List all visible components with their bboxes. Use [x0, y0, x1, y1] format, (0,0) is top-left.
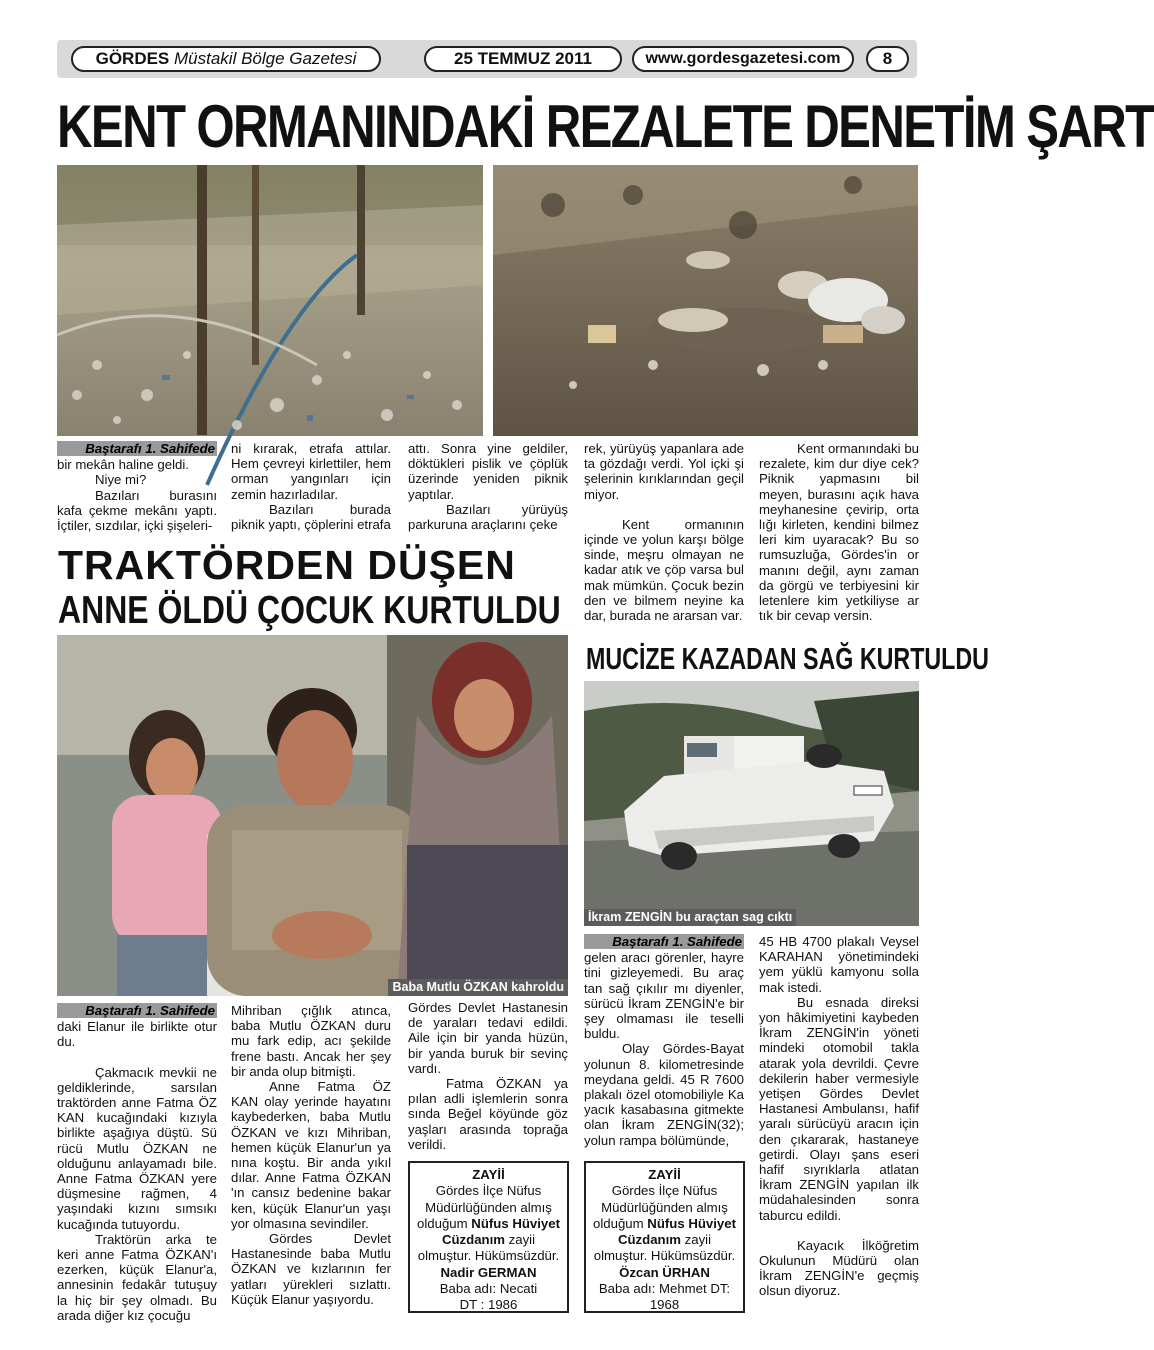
website-link[interactable]: www.gordesgazetesi.com — [645, 50, 841, 67]
notice-doc-name: Nüfus Hüviyet — [471, 1215, 560, 1231]
article2-title-line1: TRAKTÖRDEN DÜŞEN — [58, 542, 516, 588]
date-pill — [424, 46, 622, 72]
paragraph: rek, yürüyüş yapanlara ade ta gözdağı verdi. Yol içki şi şelerinin kırıklarından geçil miyor. — [584, 441, 744, 502]
notice-line: Müdürlüğünden almış — [601, 1199, 728, 1215]
paragraph: ni kırarak, etrafa attılar. Hem çevreyi kirlettiler, hem orman yangınları için zemin hazırladılar. — [231, 441, 391, 502]
page-number: 8 — [882, 49, 893, 68]
paper-name: GÖRDES — [95, 49, 170, 68]
article3-col2 — [759, 934, 919, 1299]
car-photo-caption: İkram ZENGİN bu araçtan sag cıktı — [584, 909, 796, 926]
notice-line: olmuştur. Hükümsüzdür. — [593, 1248, 736, 1264]
notice-line: DT : 1986 — [459, 1297, 518, 1313]
article2-col1 — [57, 1003, 217, 1323]
url-pill[interactable] — [632, 46, 854, 72]
lost-id-notice-2 — [584, 1161, 745, 1313]
paragraph: Kent ormanındaki bu rezalete, kim dur diye cek? Piknik yapmasını bil meyen, burasını açık hava meyhanesine çevirip, orta lığı kirleten, kendini bilmez leri kim uyaracak? Bu so rumsuzluğa, Gördes'in or manını değil, aynı zaman da görgü ve terbiyesini kir letenlere kim yetkiliyse ar tık bir cevap versin. — [759, 441, 919, 624]
paragraph: Olay Gördes-Bayat yolunun 8. kilometresinde meydana geldi. 45 R 7600 plakalı özel otomobiliyle Ka yacık kasabasına gitmekte olan İkram ZENGİN(32); yolun rampa bölümünde, — [584, 1041, 744, 1148]
paragraph: Traktörün arka te keri anne Fatma ÖZKAN'ı ezerken, küçük Elanur'a, annesinin fedakâr tutuşuy la hiç bir şey olmadı. Bu arada diğer kız çocuğu — [57, 1231, 217, 1323]
paragraph: 45 HB 4700 plakalı Veysel KARAHAN yönetimindeki yem yüklü kamyonu solla mak istedi. — [759, 934, 919, 995]
notice-line: Gördes İlçe Nüfus — [435, 1183, 542, 1199]
notice-line: zayii — [680, 1232, 712, 1248]
article1-col3 — [408, 441, 568, 532]
notice-line: Baba adı: Mehmet DT: — [598, 1281, 731, 1297]
paper-name-pill — [71, 46, 381, 72]
paragraph: bir mekân haline geldi. — [57, 457, 189, 473]
paragraph: Bazıları burasını kafa çekme mekânı yaptı. İçtiler, sızdılar, içki şişeleri- — [57, 487, 217, 534]
notice-doc-name: Cüzdanım — [441, 1232, 505, 1248]
notice-line: olmuştur. Hükümsüzdür. — [417, 1248, 560, 1264]
main-headline: KENT ORMANINDAKİ REZALETE DENETİM ŞART — [57, 93, 1154, 160]
notice-title: ZAYİİ — [648, 1167, 681, 1182]
notice-line: zayii — [504, 1232, 536, 1248]
article3-title: MUCİZE KAZADAN SAĞ KURTULDU — [586, 641, 989, 676]
paragraph: Niye mi? — [95, 472, 147, 488]
article2-kicker: Baştarafı 1. Sahifede — [57, 1003, 217, 1018]
notice-person-name: Nadir GERMAN — [440, 1264, 537, 1280]
paragraph: daki Elanur ile birlikte otur du. — [57, 1019, 217, 1050]
notice-doc-name: Cüzdanım — [617, 1232, 681, 1248]
notice-person-name: Özcan ÜRHAN — [619, 1264, 710, 1280]
article2-col2 — [231, 1003, 391, 1307]
paragraph: Anne Fatma ÖZ KAN olay yerinde hayatını kaybederken, baba Mutlu ÖZKAN ve kızı Mihriban, hemen küçük Elanur'un ya nına koştu. Bir anda yıkıl dılar. Anne Fatma ÖZKAN 'ın cansız bedenine bakar ken, küçük Elanur'un yaşı yor olmasına sevindiler. — [231, 1079, 391, 1231]
article1-kicker: Baştarafı 1. Sahifede — [57, 441, 217, 456]
notice-doc-name: Nüfus Hüviyet — [647, 1215, 736, 1231]
paragraph: Gördes Devlet Hastanesin de yaraları tedavi edildi. Aile için bir yanda hüzün, bir yanda buruk bir sevinç vardı. — [408, 1000, 568, 1076]
article1-col2 — [231, 441, 391, 532]
paragraph: Bu esnada direksi yon hâkimiyetini kaybeden İkram ZENGİN'in yöneti mindeki otomobil takla atarak yola devrildi. Çevre dekilerin haber vermesiyle yetişen Gördes Devlet Hastanesi Ambulansı, hafif yaralı sürücüyü aracın için den çıkararak, hastaneye getirdi. Olayı şans eseri hafif sıyrıklarla atlatan İkram ZENGİN yapılan ilk müdahalesinden sonra taburcu edildi. — [759, 994, 919, 1223]
notice-line: olduğum — [593, 1215, 648, 1231]
notice-line: Baba adı: Necati — [439, 1281, 538, 1297]
paragraph: Çakmacık mevkii ne geldiklerinde, sarsılan traktörden anne Fatma ÖZ KAN kucağındaki kızıyla birlikte aşağıya düştü. Sü rücü Mutlu ÖZKAN ne olduğunu anlayamadı bile. Anne Fatma ÖZKAN yere düşmesine rağmen, 4 yaşındaki kızını sımsıkı kucağında tutuyordu. — [57, 1064, 217, 1232]
notice-line: Müdürlüğünden almış — [425, 1199, 552, 1215]
article1-col5 — [759, 441, 919, 623]
forest-litter-photo-right — [493, 165, 918, 436]
paper-subtitle: Müstakil Bölge Gazetesi — [174, 49, 357, 68]
notice-line: olduğum — [417, 1215, 472, 1231]
paragraph: gelen aracı görenler, hayre tini gizleyemedi. Bu araç tan sağ çıkılır mı diyenler, sürücü İkram ZENGİN'e bir şey olmaması ile teselli buldu. — [584, 950, 744, 1042]
article2-col3 — [408, 1000, 568, 1152]
family-photo-caption: Baba Mutlu ÖZKAN kahroldu — [388, 979, 568, 996]
overturned-car-photo — [584, 681, 919, 926]
paragraph: Bazıları yürüyüş parkuruna araçlarını çeke — [408, 501, 568, 533]
paragraph: Fatma ÖZKAN ya pılan adli işlemlerin sonra sında Beğel köyünde göz yaşları arasında toprağa verildi. — [408, 1076, 568, 1152]
paragraph: Bazıları burada piknik yaptı, çöplerini etrafa — [231, 501, 391, 533]
issue-date: 25 TEMMUZ 2011 — [454, 49, 592, 68]
paragraph: Kent ormanının içinde ve yolun karşı bölge sinde, meşru olmayan ne kadar atık ve çöp varsa bul mak mümkün. Çocuk bezin den ve bilmem neyine ka dar, burada ne ararsan var. — [584, 516, 744, 624]
notice-title: ZAYİİ — [472, 1167, 505, 1182]
paragraph: attı. Sonra yine geldiler, döktükleri pislik ve çöplük üzerinde yeniden piknik yaptılar. — [408, 441, 568, 502]
article3-kicker: Baştarafı 1. Sahifede — [584, 934, 744, 949]
page-number-pill — [866, 46, 909, 72]
article1-col4 — [584, 441, 744, 623]
notice-line: 1968 — [649, 1297, 680, 1313]
article1-col1 — [57, 441, 217, 533]
paragraph: Mihriban çığlık atınca, baba Mutlu ÖZKAN duru mu fark edip, acı şekilde frene bastı. Ancak her şey bir anda olup bitmişti. — [231, 1003, 391, 1079]
paragraph: Kayacık İlköğretim Okulunun Müdürü olan İkram ZENGİN'e geçmiş olsun diyoruz. — [759, 1237, 919, 1299]
lost-id-notice-1 — [408, 1161, 569, 1313]
article2-title-line2: ANNE ÖLDÜ ÇOCUK KURTULDU — [58, 589, 561, 632]
paragraph: Gördes Devlet Hastanesinde baba Mutlu ÖZKAN ve kızlarının fer yatları yürekleri sızlattı. Küçük Elanur yaşıyordu. — [231, 1231, 391, 1307]
forest-litter-photo-left — [57, 165, 483, 436]
article3-col1 — [584, 934, 744, 1148]
family-photo — [57, 635, 568, 996]
notice-line: Gördes İlçe Nüfus — [611, 1183, 718, 1199]
